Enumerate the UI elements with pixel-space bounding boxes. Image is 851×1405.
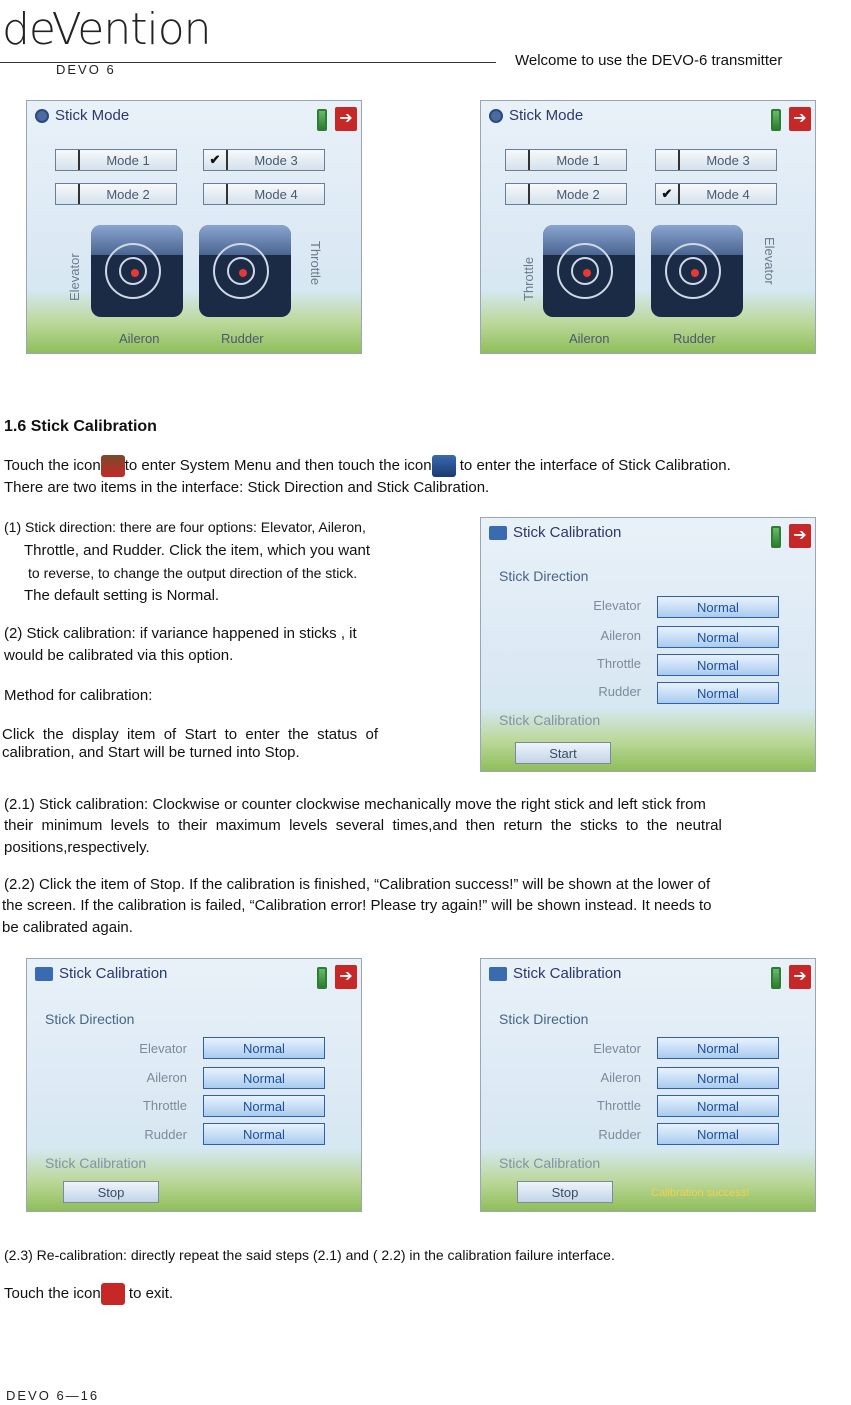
exit-icon[interactable]: ➔ (789, 524, 811, 548)
click-line-1: Click the display item of Start to enter the status of (2, 726, 378, 743)
mode-4-button[interactable]: ✔ Mode 4 (655, 183, 777, 205)
stick-calibration-icon (35, 967, 53, 981)
left-vertical-label: Throttle (521, 256, 536, 301)
elevator-direction-button[interactable]: Normal (657, 596, 779, 618)
stop-button[interactable]: Stop (63, 1181, 159, 1203)
left-stick-display (91, 225, 183, 317)
bottom-left-label: Aileron (569, 331, 610, 346)
header-divider (0, 62, 496, 63)
para-1-line-2: Throttle, and Rudder. Click the item, which you want (24, 542, 370, 559)
exit-icon[interactable]: ➔ (335, 107, 357, 131)
check-icon: ✔ (204, 150, 228, 170)
calibration-message: Calibration success! (651, 1187, 750, 1199)
mode-1-button[interactable]: Mode 1 (505, 149, 627, 171)
mode-2-button[interactable]: Mode 2 (55, 183, 177, 205)
row-label-rudder: Rudder (598, 1127, 641, 1142)
start-button[interactable]: Start (515, 742, 611, 764)
stick-calibration-icon (489, 526, 507, 540)
row-label-throttle: Throttle (596, 1098, 641, 1113)
bottom-left-label: Aileron (119, 331, 160, 346)
left-stick-display (543, 225, 635, 317)
screen-title: Stick Calibration (489, 965, 621, 982)
exit-icon[interactable]: ➔ (335, 965, 357, 989)
aileron-direction-button[interactable]: Normal (657, 1067, 779, 1089)
exit-icon[interactable]: ➔ (789, 107, 811, 131)
row-label-elevator: Elevator (593, 1041, 641, 1056)
aileron-direction-button[interactable]: Normal (657, 626, 779, 648)
row-label-throttle: Throttle (596, 656, 641, 671)
battery-icon (771, 967, 781, 989)
para-1-line-4: The default setting is Normal. (24, 587, 220, 604)
row-label-elevator: Elevator (593, 598, 641, 613)
row-label-aileron: Aileron (600, 628, 641, 643)
para-2-2-line-1: (2.2) Click the item of Stop. If the calibration is finished, “Calibration success!” will be shown at the lower of (4, 876, 711, 893)
direction-heading: Stick Direction (499, 1011, 589, 1027)
mode-4-button[interactable]: Mode 4 (203, 183, 325, 205)
screen-title: Stick Mode (35, 107, 129, 124)
mode-3-button[interactable]: Mode 3 (655, 149, 777, 171)
intro-line-1: Touch the icon to enter System Menu and then touch the icon to enter the interface of Stick Calibration. (4, 455, 731, 477)
page-footer: DEVO 6—16 (6, 1388, 100, 1403)
battery-icon (317, 109, 327, 131)
rudder-direction-button[interactable]: Normal (657, 1123, 779, 1145)
row-label-rudder: Rudder (144, 1127, 187, 1142)
battery-icon (771, 526, 781, 548)
throttle-direction-button[interactable]: Normal (657, 1095, 779, 1117)
para-2-line-1: (2) Stick calibration: if variance happened in sticks , it (4, 625, 357, 642)
click-line-2: calibration, and Start will be turned into Stop. (2, 744, 300, 761)
row-label-throttle: Throttle (142, 1098, 187, 1113)
direction-heading: Stick Direction (499, 568, 589, 584)
para-2-line-2: would be calibrated via this option. (4, 647, 234, 664)
mode-3-button[interactable]: ✔ Mode 3 (203, 149, 325, 171)
row-label-elevator: Elevator (139, 1041, 187, 1056)
brand-logo: deVention (2, 4, 211, 55)
rudder-direction-button[interactable]: Normal (657, 682, 779, 704)
left-vertical-label: Elevator (67, 253, 82, 301)
calibration-heading: Stick Calibration (45, 1155, 147, 1171)
intro-line-2: There are two items in the interface: Stick Direction and Stick Calibration. (4, 479, 490, 496)
para-1-line-1: (1) Stick direction: there are four options: Elevator, Aileron, (4, 519, 366, 535)
exit-instruction: Touch the icon to exit. (4, 1283, 173, 1305)
gear-icon (489, 109, 503, 123)
rudder-direction-button[interactable]: Normal (203, 1123, 325, 1145)
gear-icon (35, 109, 49, 123)
stick-calibration-icon (432, 455, 456, 477)
direction-heading: Stick Direction (45, 1011, 135, 1027)
para-1-line-3: to reverse, to change the output direction of the stick. (28, 565, 358, 581)
mode-1-button[interactable]: Mode 1 (55, 149, 177, 171)
row-label-aileron: Aileron (600, 1070, 641, 1085)
method-heading: Method for calibration: (4, 687, 153, 704)
screen-title: Stick Calibration (489, 524, 621, 541)
screen-title: Stick Mode (489, 107, 583, 124)
mode-2-button[interactable]: Mode 2 (505, 183, 627, 205)
right-stick-display (651, 225, 743, 317)
calibration-heading: Stick Calibration (499, 1155, 601, 1171)
section-title: 1.6 Stick Calibration (4, 418, 157, 435)
battery-icon (317, 967, 327, 989)
check-icon: ✔ (656, 184, 680, 204)
stick-calibration-icon (489, 967, 507, 981)
throttle-direction-button[interactable]: Normal (203, 1095, 325, 1117)
calibration-screen-stop (26, 958, 362, 1212)
para-2-1-line-1: (2.1) Stick calibration: Clockwise or counter clockwise mechanically move the right stick and left stick from (4, 796, 706, 813)
exit-icon[interactable]: ➔ (789, 965, 811, 989)
screen-title: Stick Calibration (35, 965, 167, 982)
stick-mode-screen-2 (480, 100, 816, 354)
stick-mode-screen-1 (26, 100, 362, 354)
row-label-rudder: Rudder (598, 684, 641, 699)
bottom-right-label: Rudder (673, 331, 716, 346)
para-2-3: (2.3) Re-calibration: directly repeat the said steps (2.1) and ( 2.2) in the calibration failure interface. (4, 1247, 615, 1263)
aileron-direction-button[interactable]: Normal (203, 1067, 325, 1089)
stop-button[interactable]: Stop (517, 1181, 613, 1203)
para-2-2-line-2: the screen. If the calibration is failed, “Calibration error! Please try again!” will be shown instead. It needs to (2, 897, 712, 914)
model-name: DEVO 6 (56, 62, 116, 77)
elevator-direction-button[interactable]: Normal (203, 1037, 325, 1059)
para-2-1-line-2: their minimum levels to their maximum levels several times,and then return the sticks to the neutral (4, 817, 722, 834)
para-2-2-line-3: be calibrated again. (2, 919, 133, 936)
right-stick-display (199, 225, 291, 317)
tools-icon (101, 455, 125, 477)
welcome-text: Welcome to use the DEVO-6 transmitter (515, 52, 783, 69)
right-vertical-label: Throttle (308, 241, 323, 286)
row-label-aileron: Aileron (146, 1070, 187, 1085)
battery-icon (771, 109, 781, 131)
throttle-direction-button[interactable]: Normal (657, 654, 779, 676)
para-2-1-line-3: positions,respectively. (4, 839, 150, 856)
calibration-heading: Stick Calibration (499, 712, 601, 728)
right-vertical-label: Elevator (762, 237, 777, 285)
calibration-screen-success (480, 958, 816, 1212)
calibration-screen-start (480, 517, 816, 772)
exit-icon (101, 1283, 125, 1305)
elevator-direction-button[interactable]: Normal (657, 1037, 779, 1059)
bottom-right-label: Rudder (221, 331, 264, 346)
